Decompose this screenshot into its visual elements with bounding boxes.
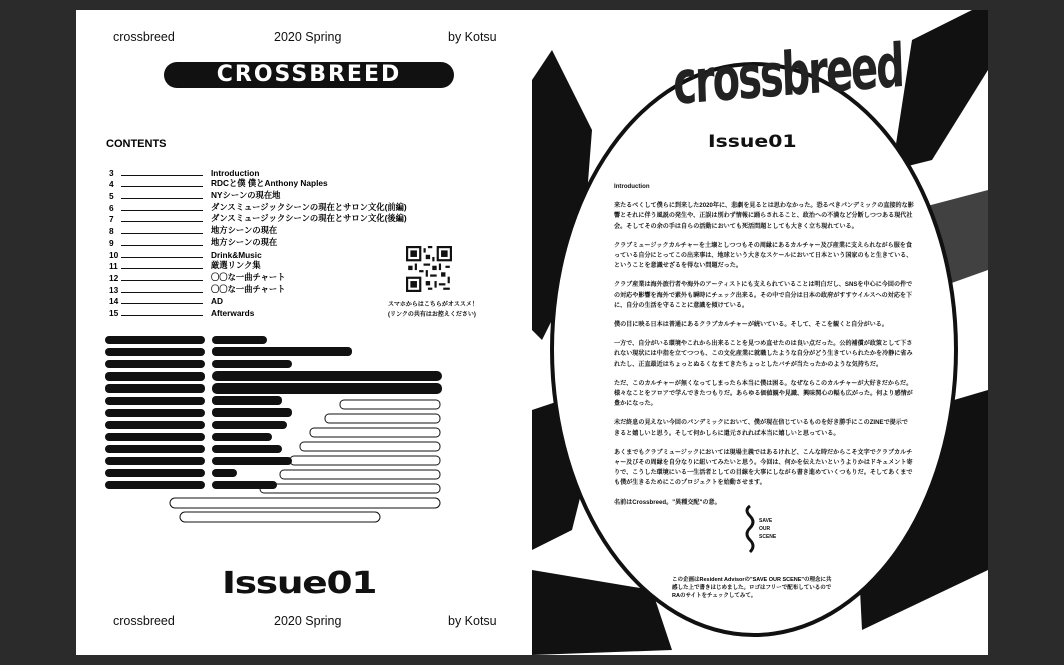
footer-author: by Kotsu [448,614,497,628]
toc-row[interactable] [109,189,439,201]
toc-page-number: 11 [109,261,118,272]
article-paragraph: 来たるべくして僕らに到来した2020年に、悲劇を見るとは思わなかった。恐るべきパンデミックの直接的な影響とそれに伴う風説の発生や、正誤は別わず情報に踊らされること、政治への不満など分断しつつある現代社会。そしてその余の手は自らの活動においても死活問題としても大きく立ち現れている。 [614,202,914,230]
toc-row[interactable] [109,236,439,248]
toc-leader-line [121,267,203,269]
article-paragraph: あくまでもクラブミュージックにおいては現場主義ではあるけれど、こんな時だからこそ文字でクラブカルチャー及びその周縁を自分なりに紐いてみたいと思う。今回は、何かを伝えたいというよりかはドキュメント寄りで、こうした環境にいる一生活者としての目線を大事にしながら書き進めていくつもりだ。そしてあくまでも僕が生きるためにこのプロジェクトを始動させます。 [614,448,913,487]
header-author: by Kotsu [448,30,497,44]
toc-page-number: 6 [109,202,114,213]
toc-title: 厳選リンク集 [211,260,261,271]
toc-title: 地方シーンの現在 [211,225,278,236]
header-title: crossbreed [113,30,175,44]
issue-number: Issue01 [222,566,377,601]
resident-advisor-note: この企画はResident Advisorの"SAVE OUR SCENE"の理念に共感した上で書きはじめました。ロゴはフリーで配布しているのでRAのサイトをチェックしてみて。 [672,577,832,599]
toc-title: ダンスミュージックシーンの現在とサロン文化(後編) [211,213,407,224]
toc-leader-line [121,291,203,293]
footer-title: crossbreed [113,614,175,628]
toc-leader-line [121,174,203,176]
toc-page-number: 4 [109,179,114,190]
toc-title: Afterwards [211,307,255,318]
toc-row[interactable] [109,224,439,236]
toc-page-number: 10 [109,249,119,260]
svg-text:SAVE: SAVE [759,518,773,524]
toc-title: 〇〇な一曲チャート [211,283,286,294]
toc-page-number: 14 [109,296,119,307]
toc-page-number: 12 [109,272,119,283]
crossbreed-logo-handwritten: crossbreed [672,31,904,119]
toc-row[interactable] [109,260,439,272]
toc-title: NYシーンの現在地 [211,190,281,201]
toc-page-number: 8 [109,226,114,237]
toc-title: Introduction [211,167,260,178]
toc-row[interactable] [109,178,439,190]
qr-note: スマホからはこちらがオススメ！ (リンクの共有はお控えください) [388,302,478,318]
table-of-contents [109,166,439,318]
toc-title: AD [211,296,223,307]
toc-row[interactable] [109,166,439,178]
crossbreed-logo: CROSSBREED [164,62,454,88]
footer-season: 2020 Spring [274,614,342,628]
toc-leader-line [121,220,203,222]
toc-page-number: 9 [109,237,114,248]
toc-leader-line [121,185,203,187]
toc-title: 〇〇な一曲チャート [211,271,286,282]
toc-leader-line [121,232,203,234]
toc-page-number: 7 [109,214,114,225]
article-paragraph: 一方で、自分がいる環境やこれから出来ることを見つめ直せたのは良い点だった。公的補償が政策として下されない現状には中指を立てつつも、この文化産業に就職したような自分がどう生きていられたかを冷静に省みれたし、正直最近はちょっとぬるくなまてきたちょっとしたバチが当たったかのような気持ちだ。 [614,340,913,368]
toc-title: ダンスミュージックシーンの現在とサロン文化(前編) [211,201,407,212]
issue-number: Issue01 [708,132,797,152]
article-paragraph: 僕の目に映る日本は普通にあるクラブカルチャーが続いている。そして、そこを観くと自分がいる。 [614,321,888,329]
save-our-scene-logo [742,500,782,556]
toc-title: 地方シーンの現在 [211,236,278,247]
toc-title: RDCと僕 僕とAnthony Naples [211,178,328,189]
qr-code[interactable] [406,246,452,292]
toc-page-number: 13 [109,284,119,295]
toc-page-number: 5 [109,191,114,202]
toc-page-number: 15 [109,307,119,318]
toc-row[interactable] [109,283,439,295]
toc-leader-line [121,279,203,281]
introduction-heading: Introduction [614,183,650,190]
toc-title: Drink&Music [211,249,262,260]
right-page [532,10,988,655]
article-paragraph: ただ、このカルチャーが無くなってしまったら本当に僕は困る。なぜならこのカルチャーが大好きだからだ。様々なことをフロアで学んできたつもりだ。あらゆる価値観や見識、興味関心の幅も広がった。何より感情が豊かになった。 [614,379,913,408]
article-paragraph: クラブミュージックカルチャーを土壌としつつもその周縁にあるカルチャー及び産業に支えられながら服を食っている自分にとってこの出来事は、地球という大きなスケールにおいて日本という国家のもと生きている、ということを意識せざるを得ない問題だった。 [614,241,913,270]
toc-leader-line [121,256,203,258]
toc-leader-line [121,244,203,246]
article-paragraph: クラブ産業は海外旅行者や海外のアーティストにも支えられていることは明白だし、SNSを中心に今回の件での対応や影響を海外で素外も瞬時にチェック出来る。その中で自分は日本の政府がすすウイルスへの対応を下に、自分の生活を守ることに意識を傾けている。 [614,281,913,309]
toc-leader-line [121,302,203,304]
introduction-article [614,182,914,517]
left-page [76,10,532,655]
toc-row[interactable] [109,248,439,260]
header-season: 2020 Spring [274,30,342,44]
distorted-contents-artwork [100,330,450,530]
toc-leader-line [121,314,203,316]
article-paragraph: 名前はCrossbreed。"異種交配"の意。 [614,498,721,506]
svg-text:OUR: OUR [759,526,771,532]
article-paragraph: 未だ終息の見えない今回のパンデミックにおいて、僕が現在信じているものを好き勝手にこのZINEで提示できると嬉しいと思う。そして何かしらに還元されれば本当に嬉しいと思っている。 [614,419,908,437]
svg-text:SCENE: SCENE [759,534,777,540]
toc-row[interactable] [109,201,439,213]
toc-page-number: 3 [109,167,114,178]
toc-leader-line [121,197,203,199]
toc-row[interactable] [109,213,439,225]
toc-row[interactable] [109,271,439,283]
contents-title: CONTENTS [106,138,167,150]
toc-leader-line [121,209,203,211]
